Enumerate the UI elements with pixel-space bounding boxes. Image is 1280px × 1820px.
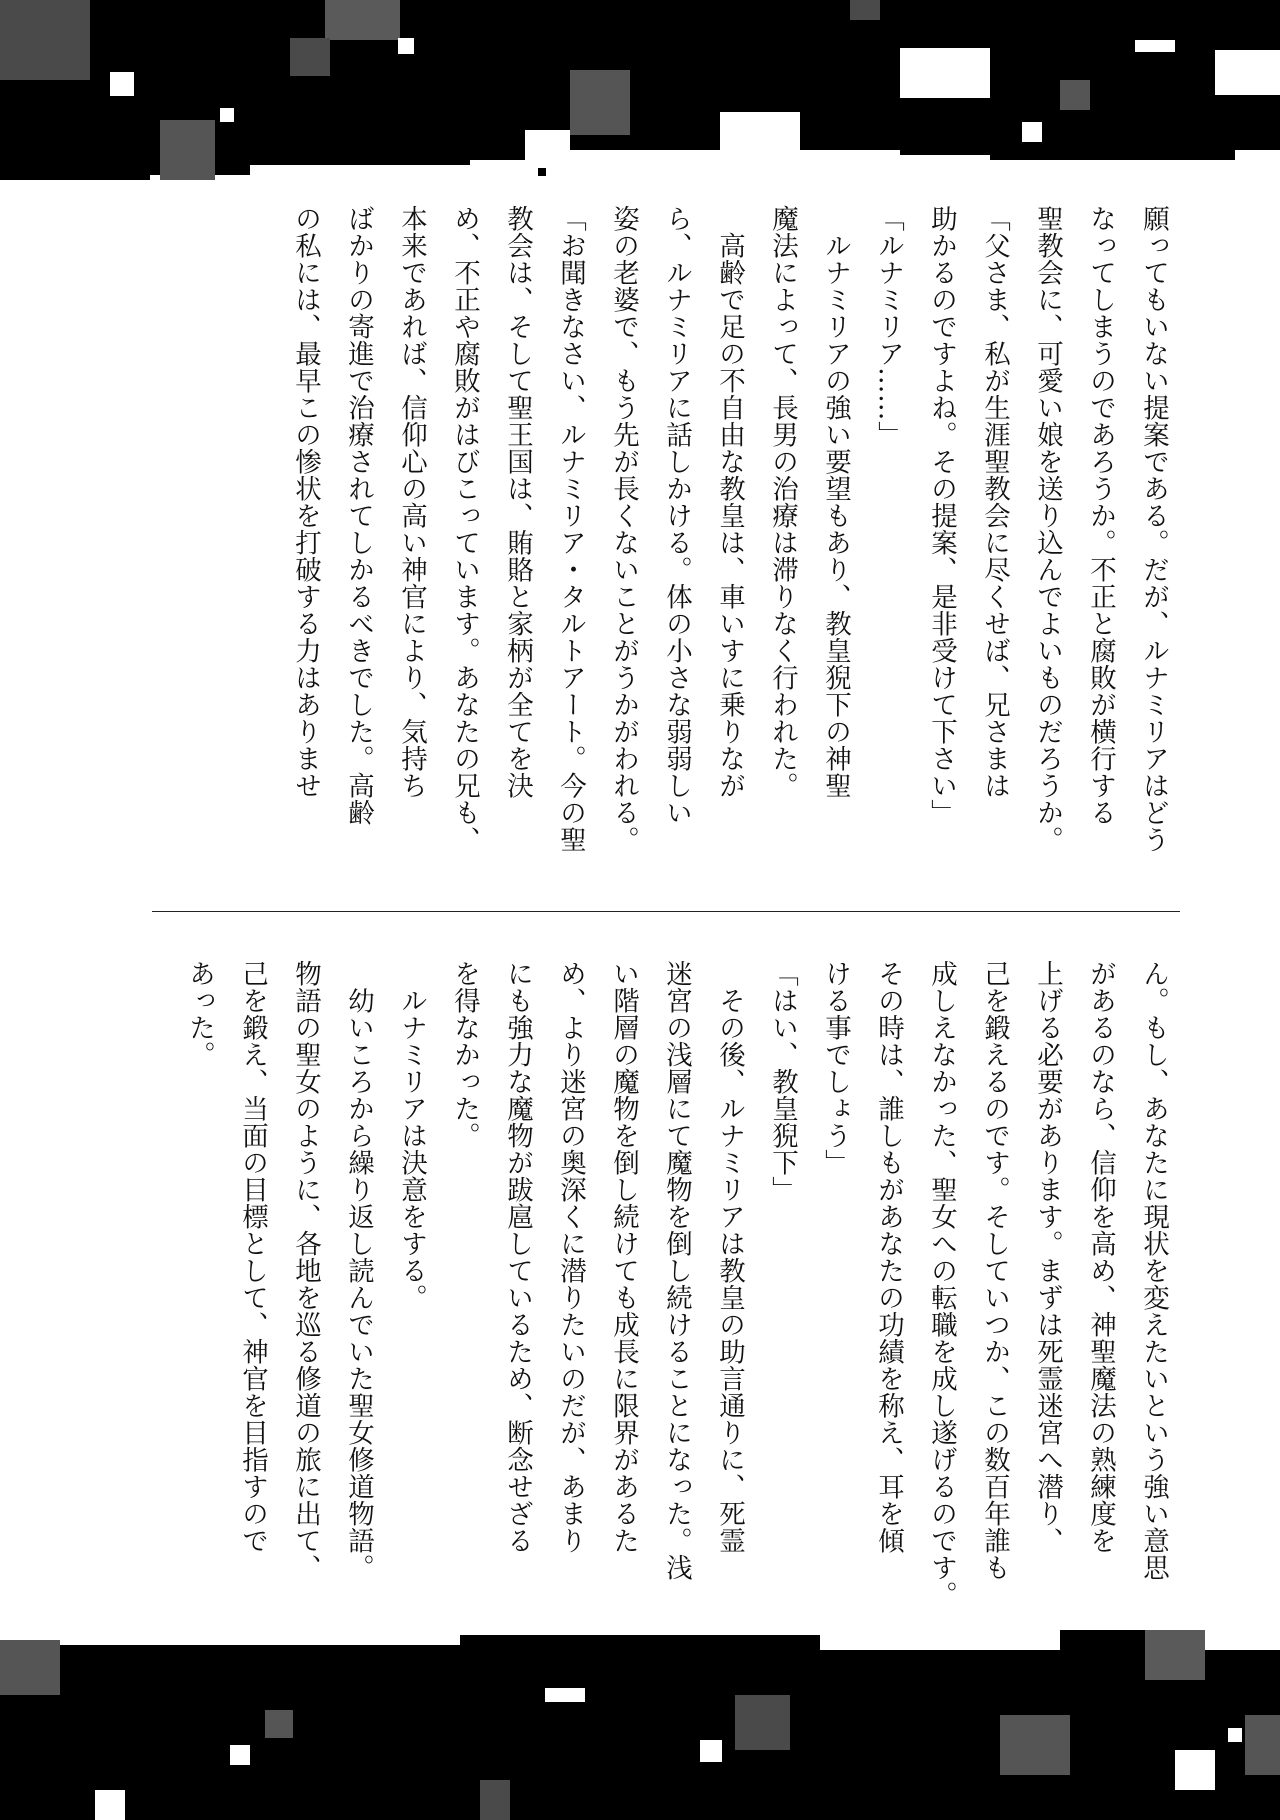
bottom-white-square [820,1635,834,1649]
bottom-white-square [1175,1750,1215,1790]
bottom-white-square [700,1740,722,1762]
section-divider [152,911,1180,912]
bottom-black-band [0,1630,1280,1820]
top-white-square [220,108,234,122]
bottom-gray-square [735,1695,790,1750]
top-white-square [538,168,546,176]
bottom-gray-square [265,1710,293,1738]
lower-text-block: ん。もし、あなたに現状を変えたいという強い意思 があるのなら、信仰を高め、神聖魔法の熟練度を 上げる必要があります。まずは死霊迷宮へ潜り、 己を鍛えるのです。そしていつか、この数百年誰も 成しえなかった、聖女への転職を成し遂げるのです。 その時は、誰しもがあなたの功績を称え、耳を傾 ける事でしょう」 「はい、教皇猊下」 その後、ルナミリアは教皇の助言通りに、死霊 迷宮の浅層にて魔物を倒し続けることになった。浅 い階層の魔物を倒し続けても成長に限界があるた め、より迷宮の奥深くに潜りたいのだが、あまり にも強力な魔物が跋扈しているため、断念せざる を得なかった。 ルナミリアは決意をする。 幼いころから繰り返し読んでいた聖女修道物語。 物語の聖女のように、各地を巡る修道の旅に出て、 己を鍛え、当面の目標として、神官を目指すので あった。 [184,960,1169,1608]
top-white-square [398,38,414,54]
bottom-pixel-border [0,1620,1280,1820]
top-gray-square [160,120,215,180]
top-gray-square [850,0,880,20]
upper-text-block: 願ってもいない提案である。だが、ルナミリアはどう なってしまうのであろうか。不正と腐敗が横行する 聖教会に、可愛い娘を送り込んでよいものだろうか。 「父さま、私が生涯聖教会に尽くせば、兄さまは 助かるのですよね。その提案、是非受けて下さい」 「ルナミリア……」 ルナミリアの強い要望もあり、教皇猊下の神聖 魔法によって、長男の治療は滞りなく行われた。 高齢で足の不自由な教皇は、車いすに乗りなが ら、ルナミリアに話しかける。体の小さな弱弱しい 姿の老婆で、もう先が長くないことがうかがわれる。 「お聞きなさい、ルナミリア・タルトアート。今の聖 教会は、そして聖王国は、賄賂と家柄が全てを決 め、不正や腐敗がはびこっています。あなたの兄も、 本来であれば、信仰心の高い神官により、気持ち ばかりの寄進で治療されてしかるべきでした。高齢 の私には、最早この惨状を打破する力はありませ [290,205,1169,853]
top-gray-square [290,38,330,76]
bottom-white-square [230,1745,250,1765]
top-gray-square [325,0,400,40]
bottom-gray-square [1000,1715,1070,1775]
bottom-gray-square [1145,1630,1205,1680]
top-white-square [720,112,800,152]
bottom-white-square [545,1688,585,1702]
top-white-square [900,48,990,98]
top-white-square [1135,40,1175,52]
top-pixel-border [0,0,1280,200]
bottom-white-square [95,1790,125,1820]
bottom-gray-square [0,1640,60,1695]
top-gray-square [0,0,90,80]
bottom-gray-square [1245,1715,1280,1775]
top-white-square [1022,122,1042,142]
top-gray-square [570,70,630,135]
top-white-square [110,72,134,96]
top-gray-square [1060,80,1090,110]
top-white-square [525,130,570,160]
bottom-white-square [1228,1728,1242,1742]
bottom-gray-square [480,1780,510,1820]
